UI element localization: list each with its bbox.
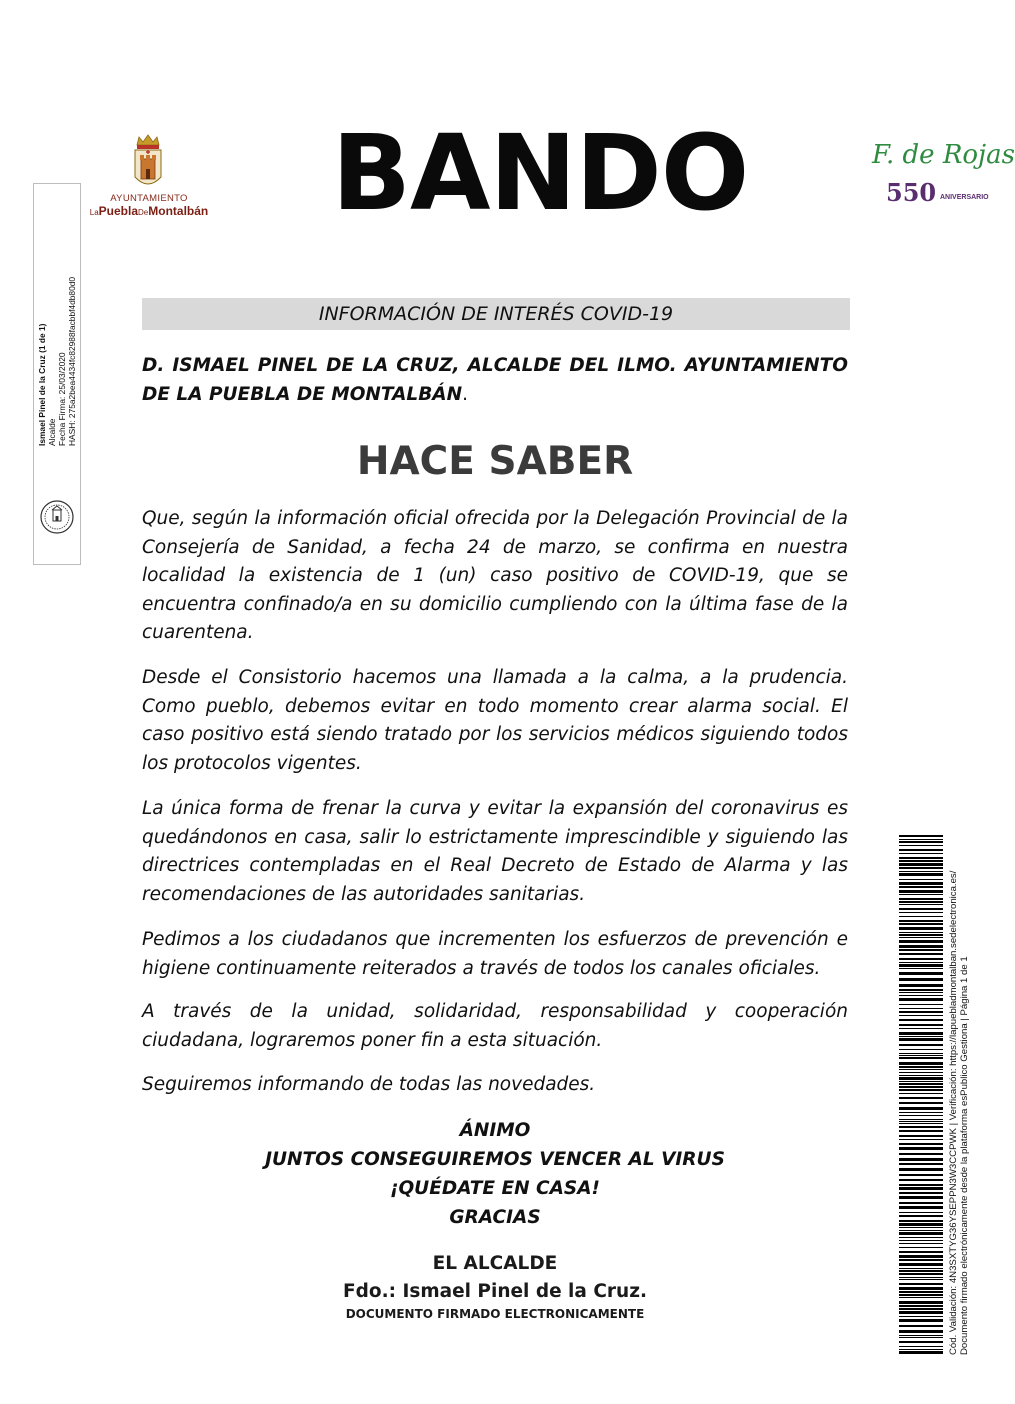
barcode-bar <box>899 1206 943 1209</box>
paragraph-3: La única forma de frenar la curva y evitar la expansión del coronavirus es quedándonos en casa, salir lo estrictamente imprescindible y siguiendo las directrices contempladas en el Real Decreto de Estado de Alarma y las recomendaciones de las autoridades sanitarias. <box>142 798 848 905</box>
stamp-date: Fecha Firma: 25/03/2020 <box>57 352 67 446</box>
municipality-logo <box>78 133 220 223</box>
barcode-bar <box>899 898 943 900</box>
barcode-bar <box>899 958 943 960</box>
barcode-bar <box>899 945 943 948</box>
barcode-bar <box>899 863 943 866</box>
barcode-bar <box>899 1053 943 1054</box>
barcode-bar <box>899 1049 943 1050</box>
barcode-bar <box>899 984 943 987</box>
barcode-bar <box>899 894 943 895</box>
barcode-bar <box>899 835 943 837</box>
mayor-intro-bold: D. ISMAEL PINEL DE LA CRUZ, ALCALDE DEL ILMO. AYUNTAMIENTO DE LA PUEBLA DE MONTALBÁN <box>142 355 848 405</box>
barcode-bar <box>899 1143 943 1145</box>
barcode-bar <box>899 1255 943 1258</box>
barcode-bar <box>899 1119 943 1120</box>
validation-barcode <box>899 835 943 1355</box>
barcode-bar <box>899 1019 943 1021</box>
barcode-bar <box>899 1036 943 1037</box>
barcode-bar <box>899 1232 943 1235</box>
barcode-bar <box>899 1192 943 1194</box>
barcode-bar <box>899 912 943 913</box>
barcode-bar <box>899 1123 943 1124</box>
mayor-intro-tail: . <box>462 384 468 405</box>
barcode-bar <box>899 1184 943 1186</box>
barcode-bar <box>899 972 943 975</box>
stamp-signer: Ismael Pinel de la Cruz (1 de 1) <box>37 323 47 446</box>
barcode-bar <box>899 1028 943 1029</box>
barcode-bar <box>899 1287 943 1290</box>
rojas-anniversary-logo <box>868 140 1015 210</box>
barcode-bar <box>899 853 943 854</box>
barcode-bar <box>899 934 943 936</box>
stamp-hash: HASH: 275a2bea4434fc82988facbbf4db80d0 <box>67 276 77 446</box>
rojas-anniversary-number: 550 <box>886 178 937 207</box>
barcode-bar <box>899 1351 943 1354</box>
barcode-bar <box>899 1115 943 1116</box>
barcode-bar <box>899 923 943 925</box>
barcode-bar <box>899 1311 943 1314</box>
barcode-bar <box>899 920 943 922</box>
barcode-bar <box>899 968 943 969</box>
castle-crest-icon <box>131 133 165 193</box>
barcode-bar <box>899 1163 943 1165</box>
barcode-bar <box>899 879 943 880</box>
verification-line: Cód. Validación: 4N3SXTYG36YSEPPN3W3CCPWK | Verificación: https://lapuebladmontalban.sedelectronica.es/ <box>948 870 959 1355</box>
covid-info-banner: INFORMACIÓN DE INTERÉS COVID-19 <box>142 298 850 330</box>
barcode-bar <box>899 998 943 1001</box>
logo-town-name: LaPueblaDeMontalbán <box>89 204 209 218</box>
barcode-bar <box>899 1158 943 1161</box>
barcode-bar <box>899 839 943 840</box>
barcode-bar <box>899 1277 943 1278</box>
paragraph-5: A través de la unidad, solidaridad, responsabilidad y cooperación ciudadana, lograremos poner fin a esta situación. <box>142 1001 848 1051</box>
barcode-bar <box>899 901 943 903</box>
barcode-bar <box>899 904 943 905</box>
closing-line: GRACIAS <box>449 1207 541 1228</box>
closing-line: ¡QUÉDATE EN CASA! <box>390 1178 600 1199</box>
barcode-bar <box>899 1072 943 1073</box>
barcode-bar <box>899 1335 943 1336</box>
barcode-bar <box>899 1330 943 1333</box>
barcode-bar <box>899 989 943 991</box>
barcode-bar <box>899 1283 943 1285</box>
barcode-bar <box>899 871 943 872</box>
barcode-bar <box>899 1227 943 1228</box>
barcode-bar <box>899 1259 943 1261</box>
barcode-bar <box>899 1121 943 1122</box>
barcode-bar <box>899 1038 943 1041</box>
barcode-bar <box>899 1294 943 1296</box>
barcode-bar <box>899 1243 943 1244</box>
barcode-bar <box>899 1077 943 1080</box>
barcode-bar <box>899 1086 943 1088</box>
barcode-bar <box>899 1247 943 1248</box>
barcode-bar <box>899 1341 943 1343</box>
barcode-bar <box>899 849 943 851</box>
barcode-bar <box>899 1044 943 1046</box>
barcode-bar <box>899 927 943 930</box>
barcode-bar <box>899 1153 943 1155</box>
mayor-intro <box>142 351 848 409</box>
closing-line: JUNTOS CONSEGUIREMOS VENCER AL VIRUS <box>265 1149 725 1170</box>
signature-name: Fdo.: Ismael Pinel de la Cruz. <box>342 1281 647 1302</box>
barcode-bar <box>899 1325 943 1327</box>
barcode-bar <box>899 1251 943 1253</box>
barcode-bar <box>899 1139 943 1140</box>
signature-stamp <box>33 183 81 565</box>
barcode-bar <box>899 1297 943 1298</box>
signature-title: EL ALCALDE <box>432 1253 558 1274</box>
verification-text <box>948 835 970 1355</box>
paragraph-2: Desde el Consistorio hacemos una llamada a la calma, a la prudencia. Como pueblo, debemos evitar en todo momento crear alarma social. El caso positivo está siendo tratado por los servicios médicos siguiendo todos los protocolos vigentes. <box>142 667 848 774</box>
barcode-bar <box>899 1196 943 1199</box>
page-title: BANDO <box>331 112 749 234</box>
barcode-bar <box>899 932 943 933</box>
barcode-bar <box>899 1066 943 1068</box>
barcode-bar <box>899 1097 943 1099</box>
barcode-bar <box>899 908 943 910</box>
barcode-bar <box>899 1187 943 1190</box>
barcode-bar <box>899 1337 943 1338</box>
barcode-bar <box>899 1062 943 1065</box>
barcode-bar <box>899 1107 943 1110</box>
barcode-bar <box>899 873 943 876</box>
barcode-bar <box>899 1279 943 1280</box>
verification-line: Documento firmado electrónicamente desde la plataforma esPublico Gestiona | Página 1 de 1 <box>959 956 970 1355</box>
barcode-bar <box>899 1215 943 1217</box>
barcode-bar <box>899 1057 943 1059</box>
barcode-bar <box>899 1004 943 1005</box>
barcode-bar <box>899 845 943 846</box>
barcode-bar <box>899 1089 943 1091</box>
barcode-bar <box>899 1069 943 1070</box>
barcode-bar <box>899 1011 943 1013</box>
closing-block <box>142 1116 848 1232</box>
logo-ayuntamiento-label: AYUNTAMIENTO <box>110 193 188 204</box>
barcode-bar <box>899 1202 943 1204</box>
barcode-bar <box>899 949 943 951</box>
barcode-bar <box>899 1237 943 1238</box>
barcode-bar <box>899 1301 943 1304</box>
barcode-bar <box>899 1130 943 1132</box>
barcode-bar <box>899 1291 943 1293</box>
barcode-bar <box>899 937 943 938</box>
barcode-bar <box>899 995 943 996</box>
barcode-bar <box>899 953 943 955</box>
paragraph-1: Que, según la información oficial ofrecida por la Delegación Provincial de la Consejería de Sanidad, a fecha 24 de marzo, se confirma en nuestra localidad la existencia de 1 (un) caso positivo de COVID-19, que se encuentra confinado/a en su domicilio cumpliendo con la última fase de la cuarentena. <box>142 508 848 643</box>
barcode-bar <box>899 1273 943 1275</box>
barcode-bar <box>899 1308 943 1310</box>
barcode-bar <box>899 1147 943 1150</box>
barcode-bar <box>899 1102 943 1104</box>
barcode-bar <box>899 1240 943 1241</box>
barcode-bar <box>899 1093 943 1094</box>
barcode-bar <box>899 978 943 981</box>
barcode-bar <box>899 1220 943 1222</box>
barcode-bar <box>899 1349 943 1350</box>
stamp-role: Alcalde <box>47 418 57 446</box>
barcode-bar <box>899 992 943 993</box>
signature-note: DOCUMENTO FIRMADO ELECTRONICAMENTE <box>345 1307 645 1321</box>
barcode-bar <box>899 1316 943 1317</box>
barcode-bar <box>899 1024 943 1026</box>
barcode-bar <box>899 890 943 893</box>
barcode-bar <box>899 1008 943 1009</box>
barcode-bar <box>899 867 943 869</box>
barcode-bar <box>899 1168 943 1171</box>
barcode-bar <box>899 1174 943 1176</box>
barcode-bar <box>899 1212 943 1213</box>
barcode-bar <box>899 1270 943 1272</box>
barcode-bar <box>899 1032 943 1035</box>
barcode-bar <box>899 857 943 859</box>
municipal-seal-icon <box>39 499 75 535</box>
rojas-script-text: F. de Rojas <box>872 140 1015 170</box>
barcode-bar <box>899 916 943 917</box>
barcode-bar <box>899 1179 943 1181</box>
barcode-bar <box>899 841 943 843</box>
paragraph-4: Pedimos a los ciudadanos que incrementen los esfuerzos de prevención e higiene continuamente reiterados a través de todos los canales oficiales. <box>142 929 848 979</box>
barcode-bar <box>899 1223 943 1226</box>
barcode-bar <box>899 940 943 943</box>
barcode-bar <box>899 860 943 862</box>
barcode-bar <box>899 1230 943 1231</box>
barcode-bar <box>899 1015 943 1016</box>
closing-line: ÁNIMO <box>459 1120 531 1141</box>
barcode-bar <box>899 886 943 888</box>
signature-stamp-text <box>37 186 77 446</box>
barcode-bar <box>899 1081 943 1082</box>
barcode-bar <box>899 964 943 967</box>
barcode-bar <box>899 1075 943 1076</box>
barcode-bar <box>899 1112 943 1113</box>
barcode-bar <box>899 1135 943 1137</box>
barcode-bar <box>899 962 943 963</box>
barcode-bar <box>899 1346 943 1347</box>
barcode-bar <box>899 1126 943 1128</box>
barcode-bar <box>899 1263 943 1266</box>
barcode-bar <box>899 1268 943 1269</box>
barcode-bar <box>899 1319 943 1322</box>
section-heading: HACE SABER <box>356 439 634 484</box>
rojas-anniversary-label: ANIVERSARIO <box>940 194 989 201</box>
barcode-bar <box>899 882 943 885</box>
barcode-bar <box>899 1083 943 1085</box>
barcode-bar <box>899 1055 943 1056</box>
paragraph-6: Seguiremos informando de todas las novedades. <box>142 1074 596 1095</box>
barcode-bar <box>899 1305 943 1307</box>
